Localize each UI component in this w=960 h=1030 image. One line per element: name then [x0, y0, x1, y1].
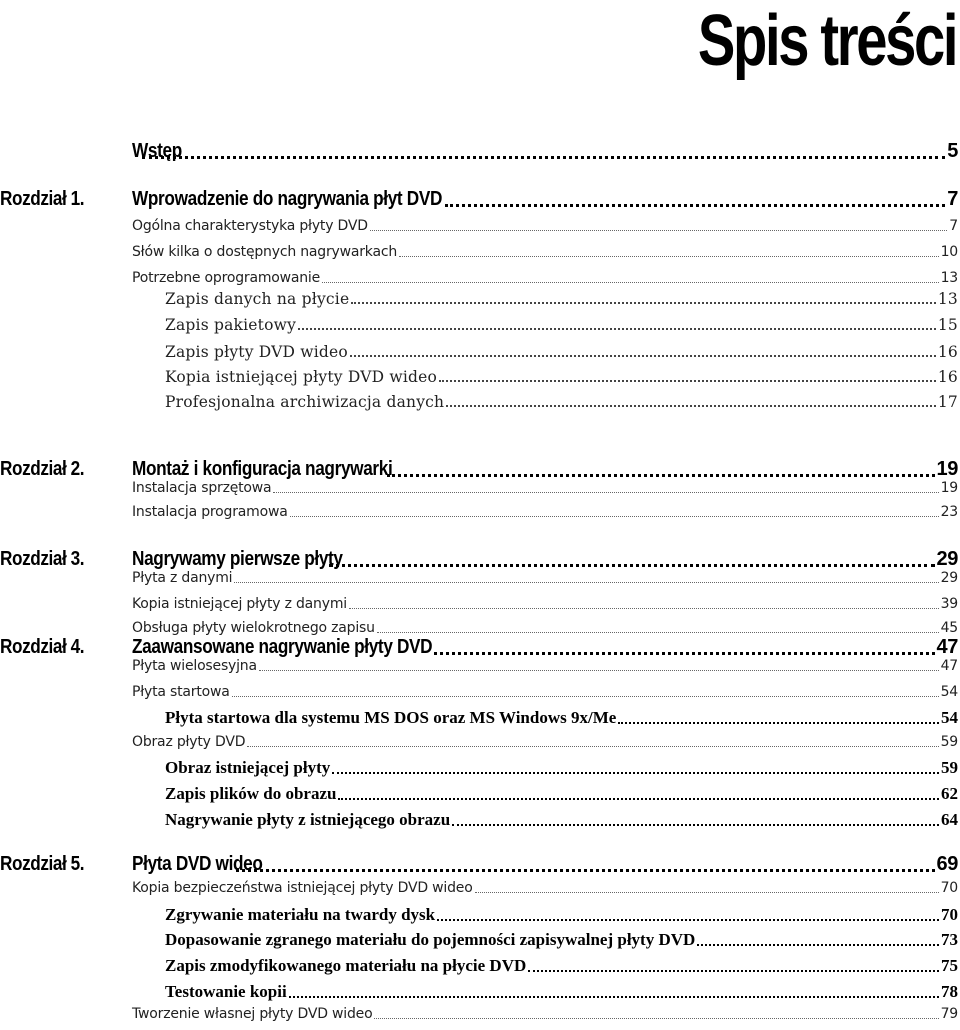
toc-page-number: 75 — [941, 956, 958, 975]
toc-section-entry[interactable] — [165, 393, 958, 411]
toc-section-entry[interactable] — [132, 244, 958, 260]
toc-chapter-entry[interactable] — [132, 458, 958, 481]
toc-page-number: 5 — [947, 140, 958, 162]
chapter-label: Rozdział 3. — [0, 548, 85, 570]
toc-entry-title: Instalacja sprzętowa — [132, 480, 272, 496]
toc-page-number: 29 — [940, 570, 958, 586]
toc-entry-title: Zaawansowane nagrywanie płyty DVD — [132, 636, 433, 658]
toc-section-entry[interactable] — [165, 905, 958, 925]
toc-page-number: 59 — [941, 758, 958, 777]
dot-leader — [697, 943, 939, 946]
toc-entry-title: Instalacja programowa — [132, 504, 288, 520]
toc-section-entry[interactable] — [165, 784, 958, 804]
dot-leader — [528, 969, 939, 972]
dot-leader — [259, 669, 939, 671]
dot-leader — [236, 868, 934, 872]
toc-section-entry[interactable] — [165, 930, 958, 950]
toc-section-entry[interactable] — [132, 734, 958, 750]
toc-page-number: 10 — [940, 244, 958, 260]
dot-leader — [332, 771, 939, 774]
toc-page-number: 17 — [937, 393, 958, 411]
toc-entry-title: Obraz istniejącej płyty — [165, 758, 331, 777]
toc-entry-title: Kopia bezpieczeństwa istniejącej płyty DVD wideo — [132, 880, 473, 896]
toc-section-entry[interactable] — [165, 290, 958, 308]
dot-leader — [329, 563, 934, 567]
toc-page-number: 16 — [937, 343, 958, 361]
chapter-label: Rozdział 5. — [0, 853, 85, 875]
toc-chapter-entry[interactable] — [132, 636, 958, 659]
dot-leader — [322, 281, 939, 283]
dot-leader — [234, 581, 938, 583]
toc-section-entry[interactable] — [132, 658, 958, 674]
toc-page-number: 70 — [940, 880, 958, 896]
toc-entry-title: Obsługa płyty wielokrotnego zapisu — [132, 620, 375, 636]
toc-page-number: 54 — [940, 684, 958, 700]
toc-section-entry[interactable] — [165, 368, 958, 386]
toc-section-entry[interactable] — [132, 880, 958, 896]
dot-leader — [446, 404, 936, 407]
toc-chapter-entry[interactable] — [132, 853, 958, 876]
toc-section-entry[interactable] — [165, 956, 958, 976]
dot-leader — [349, 607, 939, 609]
toc-page-number: 13 — [937, 290, 958, 308]
toc-page-number: 79 — [940, 1006, 958, 1022]
toc-entry-title: Słów kilka o dostępnych nagrywarkach — [132, 244, 398, 260]
toc-section-entry[interactable] — [165, 810, 958, 830]
dot-leader — [377, 631, 939, 633]
dot-leader — [374, 1017, 938, 1019]
toc-section-entry[interactable] — [132, 684, 958, 700]
page-title: Spis treści — [697, 1, 956, 81]
toc-section-entry[interactable] — [132, 620, 958, 636]
toc-section-entry[interactable] — [165, 982, 958, 1002]
dot-leader — [350, 354, 936, 357]
toc-entry-title: Dopasowanie zgranego materiału do pojemności zapisywalnej płyty DVD — [165, 930, 696, 949]
toc-page-number: 39 — [940, 596, 958, 612]
toc-section-entry[interactable] — [132, 504, 958, 520]
toc-section-entry[interactable] — [132, 480, 958, 496]
toc-page-number: 69 — [936, 853, 958, 875]
toc-intro-entry[interactable] — [132, 140, 958, 163]
toc-entry-title: Ogólna charakterystyka płyty DVD — [132, 218, 368, 234]
toc-page-number: 54 — [941, 708, 958, 727]
dot-leader — [232, 695, 939, 697]
toc-entry-title: Tworzenie własnej płyty DVD wideo — [132, 1006, 373, 1022]
toc-page-number: 16 — [937, 368, 958, 386]
dot-leader — [439, 379, 936, 382]
toc-entry-title: Wprowadzenie do nagrywania płyt DVD — [132, 188, 443, 210]
dot-leader — [387, 473, 934, 477]
toc-page-number: 7 — [947, 188, 958, 210]
toc-page-number: 47 — [936, 636, 958, 658]
dot-leader — [247, 745, 938, 747]
dot-leader — [290, 515, 939, 517]
dot-leader — [298, 327, 936, 330]
toc-entry-title: Płyta z danymi — [132, 570, 233, 586]
chapter-label: Rozdział 1. — [0, 188, 85, 210]
toc-page-number: 19 — [940, 480, 958, 496]
toc-chapter-entry[interactable] — [132, 188, 958, 211]
dot-leader — [370, 229, 947, 231]
toc-entry-title: Kopia istniejącej płyty z danymi — [132, 596, 347, 612]
toc-chapter-entry[interactable] — [132, 548, 958, 571]
dot-leader — [475, 891, 939, 893]
toc-page-number: 19 — [936, 458, 958, 480]
toc-entry-title: Płyta DVD wideo — [132, 853, 263, 875]
dot-leader — [351, 301, 936, 304]
toc-entry-title: Potrzebne oprogramowanie — [132, 270, 321, 286]
toc-entry-title: Nagrywanie płyty z istniejącego obrazu — [165, 810, 451, 829]
toc-page-number: 29 — [936, 548, 958, 570]
dot-leader — [399, 255, 939, 257]
toc-section-entry[interactable] — [132, 570, 958, 586]
toc-section-entry[interactable] — [165, 343, 958, 361]
toc-entry-title: Wstęp — [132, 140, 182, 162]
toc-section-entry[interactable] — [165, 708, 958, 728]
toc-entry-title: Zapis danych na płycie — [165, 290, 350, 308]
toc-page-number: 70 — [941, 905, 958, 924]
toc-entry-title: Zapis zmodyfikowanego materiału na płycie DVD — [165, 956, 527, 975]
toc-page-number: 23 — [940, 504, 958, 520]
toc-entry-title: Płyta startowa — [132, 684, 230, 700]
toc-entry-title: Zgrywanie materiału na twardy dysk — [165, 905, 436, 924]
toc-page-number: 78 — [941, 982, 958, 1001]
toc-page-number: 73 — [941, 930, 958, 949]
toc-entry-title: Zapis plików do obrazu — [165, 784, 337, 803]
dot-leader — [618, 721, 939, 724]
chapter-label: Rozdział 4. — [0, 636, 85, 658]
toc-entry-title: Obraz płyty DVD — [132, 734, 246, 750]
toc-page-number: 62 — [941, 784, 958, 803]
toc-entry-title: Płyta startowa dla systemu MS DOS oraz MS Windows 9x/Me — [165, 708, 617, 727]
toc-page-number: 45 — [940, 620, 958, 636]
dot-leader — [452, 823, 939, 826]
dot-leader — [434, 651, 935, 655]
toc-entry-title: Nagrywamy pierwsze płyty — [132, 548, 343, 570]
toc-entry-title: Montaż i konfiguracja nagrywarki — [132, 458, 393, 480]
toc-entry-title: Profesjonalna archiwizacja danych — [165, 393, 445, 411]
toc-entry-title: Płyta wielosesyjna — [132, 658, 257, 674]
dot-leader — [289, 995, 939, 998]
toc-section-entry[interactable] — [165, 316, 958, 334]
toc-page-number: 47 — [940, 658, 958, 674]
toc-page-number: 15 — [937, 316, 958, 334]
dot-leader — [142, 155, 945, 159]
dot-leader — [437, 918, 939, 921]
dot-leader — [338, 797, 939, 800]
toc-section-entry[interactable] — [132, 1006, 958, 1022]
dot-leader — [445, 203, 945, 207]
dot-leader — [273, 491, 938, 493]
toc-page-number: 64 — [941, 810, 958, 829]
toc-section-entry[interactable] — [132, 270, 958, 286]
toc-entry-title: Zapis płyty DVD wideo — [165, 343, 348, 361]
toc-page-number: 7 — [949, 218, 958, 234]
toc-section-entry[interactable] — [165, 758, 958, 778]
toc-section-entry[interactable] — [132, 218, 958, 234]
toc-section-entry[interactable] — [132, 596, 958, 612]
toc-entry-title: Testowanie kopii — [165, 982, 287, 1001]
toc-entry-title: Kopia istniejącej płyty DVD wideo — [165, 368, 437, 386]
toc-page-number: 59 — [940, 734, 958, 750]
toc-entry-title: Zapis pakietowy — [165, 316, 297, 334]
chapter-label: Rozdział 2. — [0, 458, 85, 480]
toc-page-number: 13 — [940, 270, 958, 286]
